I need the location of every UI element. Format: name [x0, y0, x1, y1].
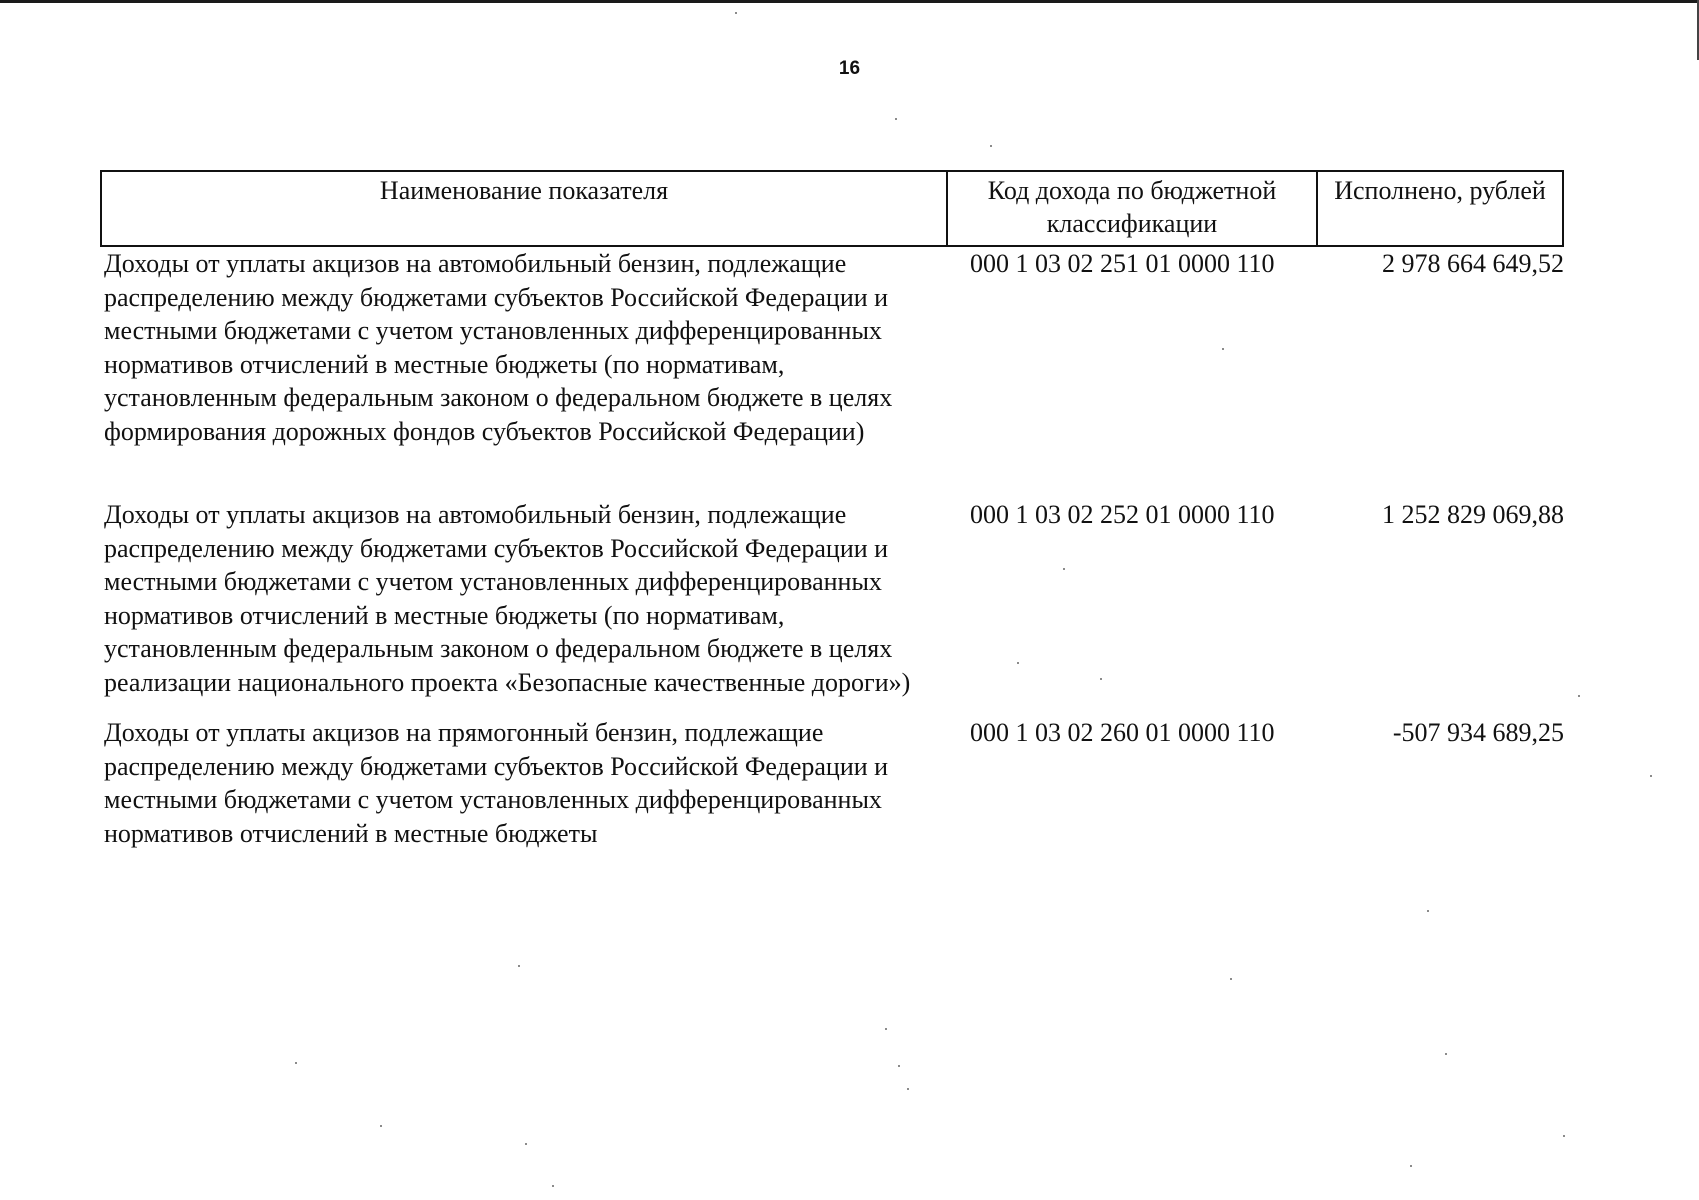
scan-speck	[1410, 1165, 1412, 1167]
scan-speck	[990, 145, 992, 147]
scan-speck	[1063, 568, 1065, 570]
row-executed-amount: -507 934 689,25	[1392, 718, 1564, 747]
row-executed-amount: 1 252 829 069,88	[1382, 500, 1564, 529]
row-indicator-name: Доходы от уплаты акцизов на прямогонный бензин, подлежащие распределению между бюджетами субъектов Российской Федерации и местными бюджетами с учетом установленных дифференцированных нормативов отчислений в местные бюджеты	[104, 718, 889, 848]
top-border-line	[0, 0, 1699, 3]
scan-speck	[907, 1088, 909, 1090]
scan-speck	[898, 1065, 900, 1067]
scan-speck	[1230, 978, 1232, 980]
scan-speck	[735, 12, 737, 14]
scan-speck	[1563, 1135, 1565, 1137]
table-row	[100, 247, 1564, 448]
scan-speck	[295, 1062, 297, 1064]
scan-speck	[1578, 695, 1580, 697]
scan-speck	[380, 1125, 382, 1127]
page-number: 16	[838, 58, 861, 79]
scan-speck	[1100, 678, 1102, 680]
header-budget-code: Код дохода по бюджетной классификации	[948, 172, 1318, 245]
row-budget-code: 000 1 03 02 252 01 0000 110	[970, 500, 1275, 529]
scan-speck	[1427, 910, 1429, 912]
scan-speck	[525, 1143, 527, 1145]
scan-speck	[1222, 348, 1224, 350]
scan-speck	[1445, 1053, 1447, 1055]
scan-speck	[1017, 662, 1019, 664]
scan-speck	[885, 1028, 887, 1030]
scan-speck	[552, 1185, 554, 1187]
header-indicator-name: Наименование показателя	[102, 172, 948, 245]
row-budget-code: 000 1 03 02 260 01 0000 110	[970, 718, 1275, 747]
table-row	[100, 716, 1564, 850]
revenue-table	[100, 170, 1564, 850]
scan-speck	[895, 118, 897, 120]
table-header-row	[100, 170, 1564, 247]
row-executed-amount: 2 978 664 649,52	[1382, 249, 1564, 278]
row-indicator-name: Доходы от уплаты акцизов на автомобильный бензин, подлежащие распределению между бюджетами субъектов Российской Федерации и местными бюджетами с учетом установленных дифференцированных нормативов отчислений в местные бюджеты (по нормативам, установленным федеральным законом о федеральном бюджете в целях реализации национального проекта «Безопасные качественные дороги»)	[104, 500, 911, 697]
scan-speck	[1650, 775, 1652, 777]
row-indicator-name: Доходы от уплаты акцизов на автомобильный бензин, подлежащие распределению между бюджетами субъектов Российской Федерации и местными бюджетами с учетом установленных дифференцированных нормативов отчислений в местные бюджеты (по нормативам, установленным федеральным законом о федеральном бюджете в целях формирования дорожных фондов субъектов Российской Федерации)	[104, 249, 893, 446]
header-executed-amount: Исполнено, рублей	[1334, 176, 1546, 205]
scan-speck	[518, 965, 520, 967]
table-row	[100, 498, 1564, 699]
row-budget-code: 000 1 03 02 251 01 0000 110	[970, 249, 1275, 278]
